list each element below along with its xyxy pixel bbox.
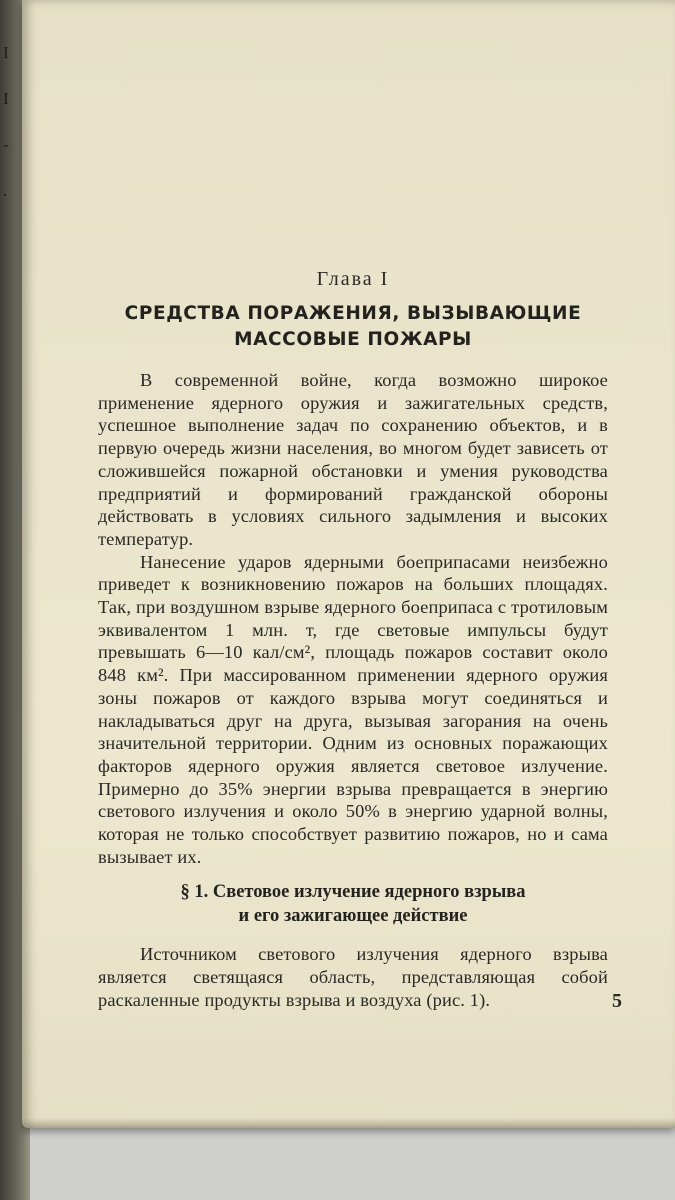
chapter-label: Глава I xyxy=(316,268,390,290)
body-paragraph: Нанесение ударов ядерными боеприпасами неизбежно приведет к возникновению пожаров на больших площадях. Так, при воздушном взрыве ядерного боеприпаса с тротиловым эквивалентом 1 млн. т, где световые импульсы будут превышать 6—10 кал/см², площадь пожаров составит около 848 км². При массированном применении ядерного оружия зоны пожаров от каждого взрыва могут соединяться и накладываться друг на друга, вызывая загорания на очень значительной территории. Одним из основных поражающих факторов ядерного оружия является световое излучение. Примерно до 35% энергии взрыва превращается в энергию светового излучения и около 50% в энергию ударной волны, которая не только способствует развитию пожаров, но и сама вызывает их. xyxy=(98,551,608,867)
section-heading-line: § 1. Световое излучение ядерного взрыва xyxy=(180,882,526,903)
chapter-title xyxy=(98,301,608,353)
section-paragraph: Источником светового излучения ядерного взрыва является светящаяся область, представляющая собой раскаленные продукты взрыва и воздуха (рис. 1). xyxy=(98,944,608,1010)
chapter-title-line: МАССОВЫЕ ПОЖАРЫ xyxy=(234,329,472,350)
edge-mark: I xyxy=(3,43,9,62)
section-heading xyxy=(98,880,608,928)
section-heading-line: и его зажигающее действие xyxy=(238,906,468,927)
previous-page-edge xyxy=(3,30,19,214)
body-paragraph: В современной войне, когда возможно широкое применение ядерного оружия и зажигательных средств, успешное выполнение задач по сохранению объектов, и в первую очередь жизни населения, во многом будет зависеть от сложившейся пожарной обстановки и умения руководства предприятий и формирований гражданской обороны действовать в условиях сильного задымления и высоких температур. xyxy=(98,370,608,549)
page-number: 5 xyxy=(612,990,622,1012)
page-text xyxy=(98,268,608,1012)
edge-mark: I xyxy=(3,89,9,108)
chapter-title-line: СРЕДСТВА ПОРАЖЕНИЯ, ВЫЗЫВАЮЩИЕ xyxy=(124,303,582,324)
edge-mark: . xyxy=(3,181,8,200)
edge-mark: - xyxy=(3,135,9,154)
book-page xyxy=(22,0,675,1128)
